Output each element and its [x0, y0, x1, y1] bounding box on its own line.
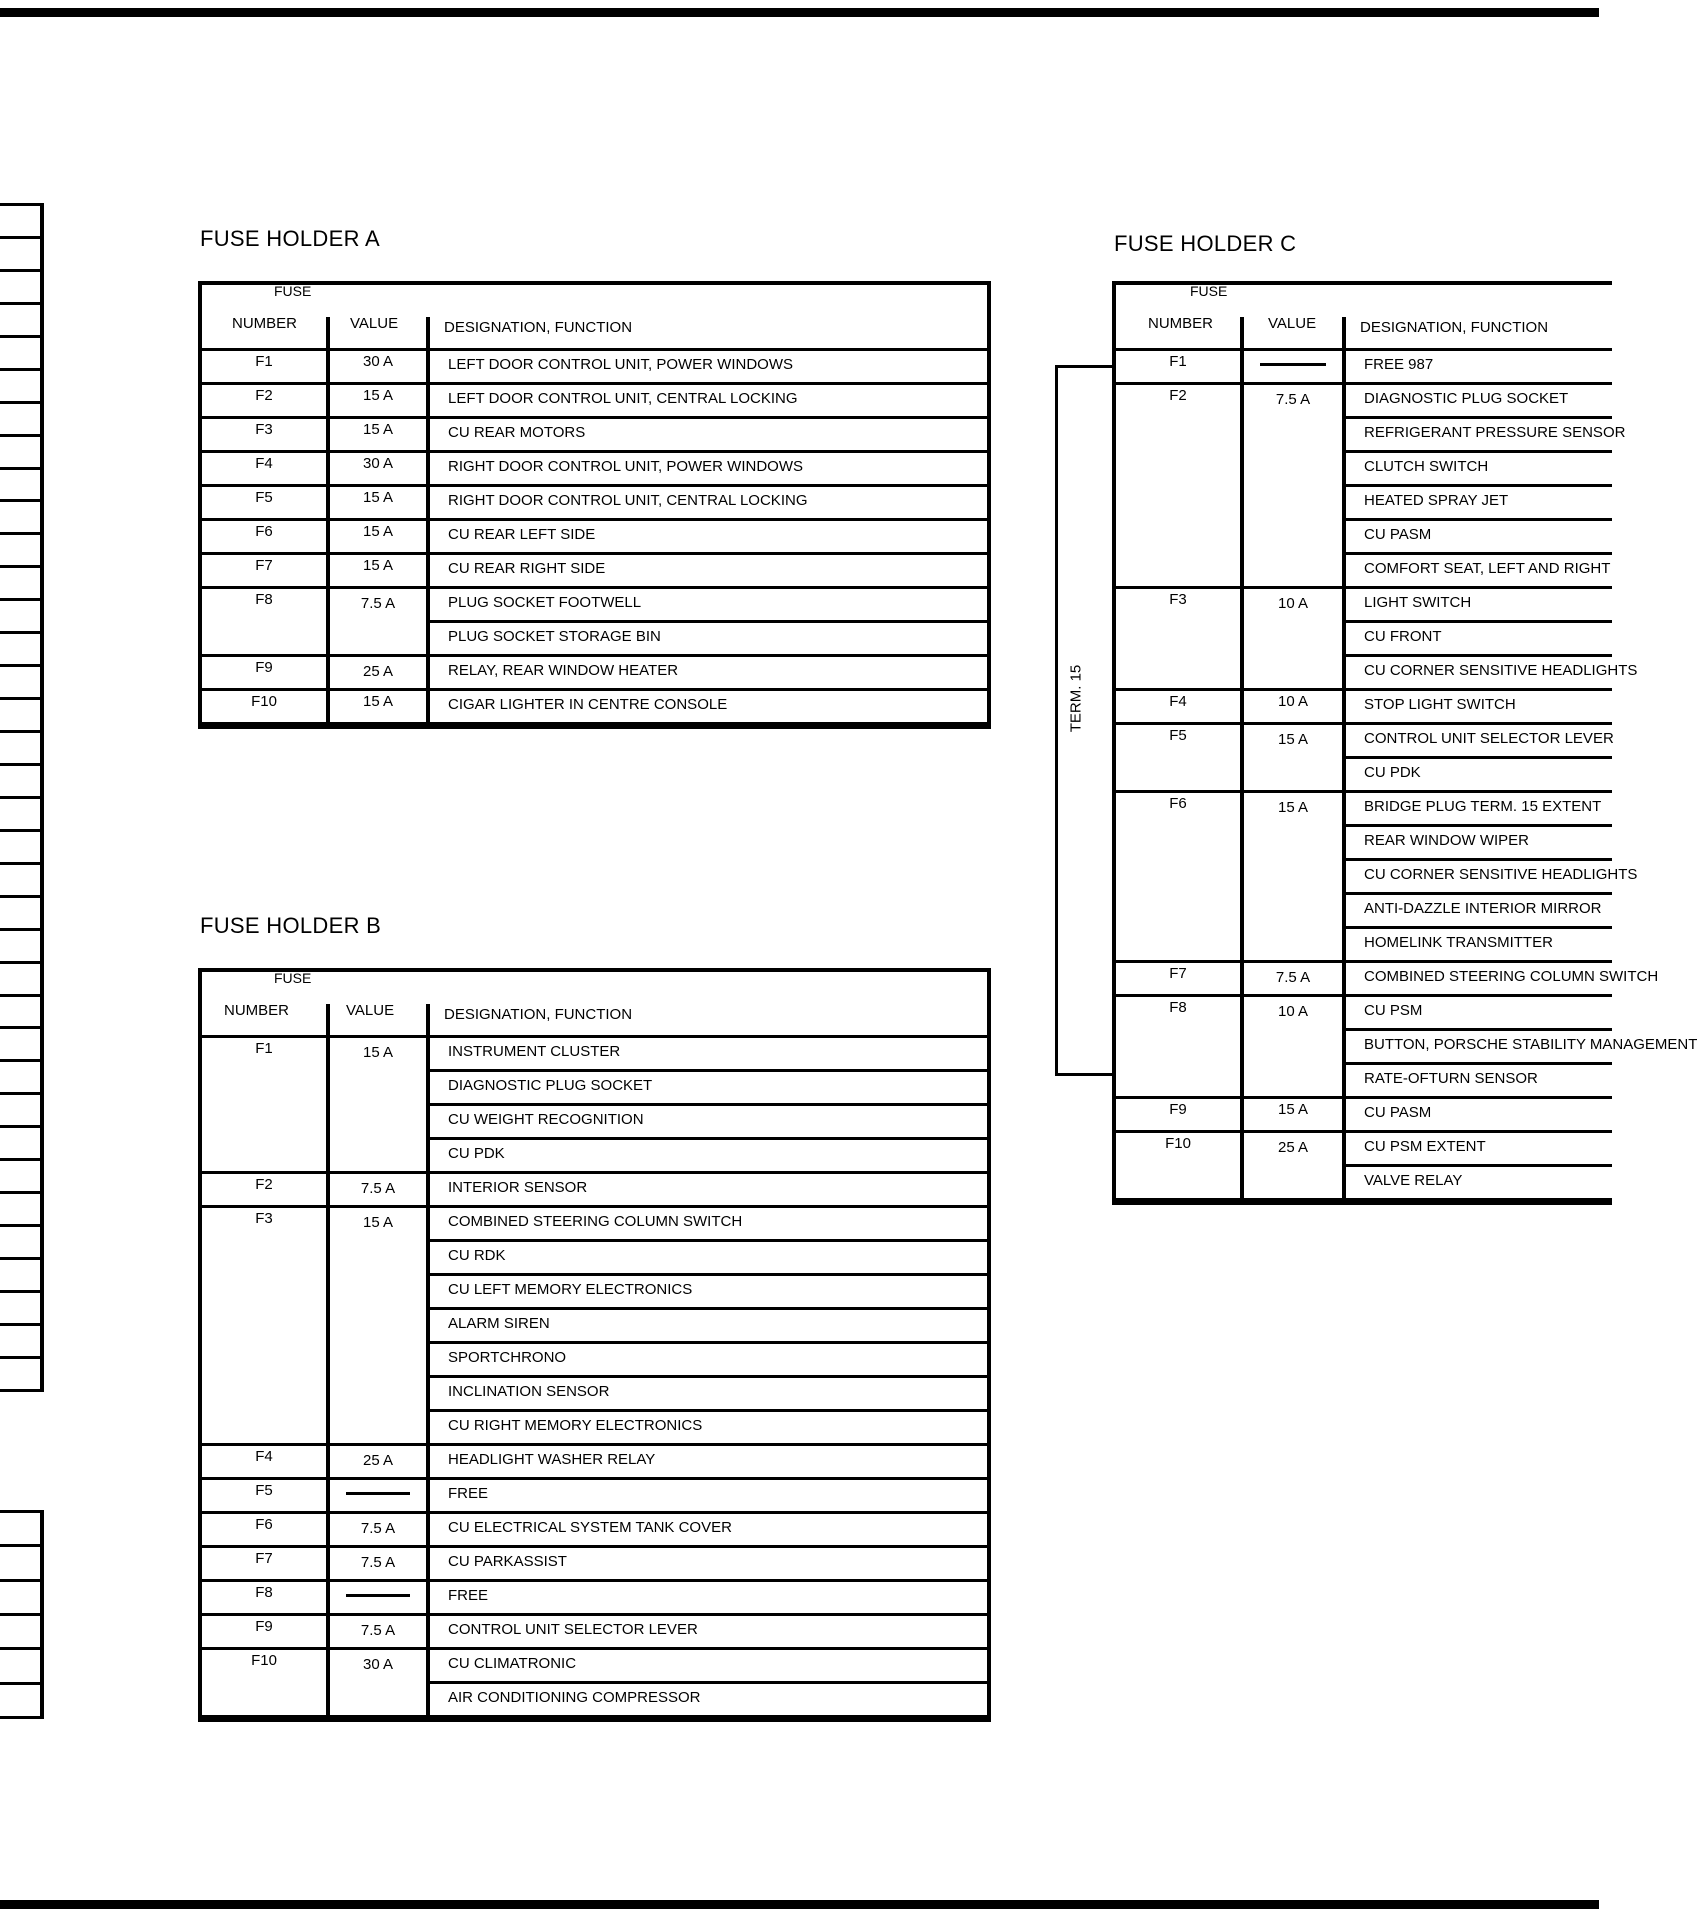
column-divider: [326, 385, 330, 419]
table-row: [202, 419, 987, 453]
fuse-value: 7.5 A: [1275, 391, 1311, 408]
header-divider: [426, 317, 430, 351]
designation-text: CU PASM: [1346, 521, 1612, 555]
designation-text: CU PARKASSIST: [448, 1553, 567, 1570]
designation-text: FREE: [448, 1485, 489, 1502]
fuse-value: 10 A: [1277, 1003, 1309, 1020]
designation-text: RELAY, REAR WINDOW HEATER: [448, 662, 679, 679]
header-divider: [1240, 317, 1244, 351]
designation-text: HOMELINK TRANSMITTER: [1364, 934, 1553, 951]
column-divider: [1342, 997, 1346, 1099]
designation-text: CU REAR MOTORS: [448, 424, 586, 441]
designation-text: PLUG SOCKET FOOTWELL: [430, 589, 987, 623]
designation-text: LIGHT SWITCH: [1346, 589, 1612, 623]
designation-text: CU PASM: [1364, 1104, 1432, 1121]
fuse-number: F4: [255, 1448, 273, 1465]
connector-slot: [0, 700, 40, 733]
fuse-value: 15 A: [362, 387, 394, 404]
connector-slot: [0, 1227, 40, 1260]
table-header: [1116, 285, 1612, 351]
column-divider: [426, 691, 430, 725]
connector-slot: [0, 1359, 40, 1392]
fuse-number: F5: [1169, 727, 1187, 744]
designation-text: RIGHT DOOR CONTROL UNIT, CENTRAL LOCKING: [448, 492, 808, 509]
header-fuse: FUSE: [274, 283, 312, 299]
table-row: [202, 1548, 987, 1582]
table-row: [202, 1174, 987, 1208]
designation-text: AIR CONDITIONING COMPRESSOR: [448, 1689, 701, 1706]
connector-slot: [0, 634, 40, 667]
column-divider: [326, 691, 330, 725]
fuse-number: F5: [255, 1482, 273, 1499]
fuse-value: 7.5 A: [360, 1554, 396, 1571]
term-15-label: TERM. 15: [1067, 664, 1085, 733]
designation-text: VALVE RELAY: [1364, 1172, 1463, 1189]
table-row: [202, 1208, 987, 1446]
fuse-value: 25 A: [362, 663, 394, 680]
designation-text: CU PDK: [1364, 764, 1421, 781]
fuse-holder-b-title: FUSE HOLDER B: [200, 913, 382, 938]
fuse-number: F5: [255, 489, 273, 506]
designation-text: CU ELECTRICAL SYSTEM TANK COVER: [448, 1519, 732, 1536]
column-divider: [426, 1514, 430, 1548]
header-value: VALUE: [346, 1002, 395, 1019]
fuse-number: F4: [255, 455, 273, 472]
table-row: [202, 521, 987, 555]
connector-slot: [0, 206, 40, 239]
fuse-value: 15 A: [1277, 799, 1309, 816]
fuse-value: 15 A: [1277, 731, 1309, 748]
column-divider: [426, 1650, 430, 1718]
header-designation: DESIGNATION, FUNCTION: [444, 319, 633, 336]
fuse-number: F7: [255, 1550, 273, 1567]
fuse-number: F10: [1165, 1135, 1191, 1152]
designation-text: CU REAR LEFT SIDE: [448, 526, 596, 543]
header-divider: [1342, 317, 1346, 351]
fuse-holder-c-title: FUSE HOLDER C: [1114, 231, 1297, 256]
table-row: [202, 1446, 987, 1480]
connector-slot: [0, 1029, 40, 1062]
connector-slot: [0, 898, 40, 931]
fuse-number: F1: [255, 1040, 273, 1057]
connector-slot: [0, 470, 40, 503]
table-row: [1116, 385, 1626, 589]
fuse-number: F2: [255, 387, 273, 404]
connector-slot: [0, 1194, 40, 1227]
fuse-number: F6: [1169, 795, 1187, 812]
designation-text: INSTRUMENT CLUSTER: [430, 1038, 987, 1072]
designation-text: CLUTCH SWITCH: [1346, 453, 1612, 487]
designation-text: REFRIGERANT PRESSURE SENSOR: [1346, 419, 1612, 453]
column-divider: [1342, 351, 1346, 385]
connector-slot: [0, 1260, 40, 1293]
column-divider: [326, 419, 330, 453]
left-connector-frame-upper: [0, 203, 44, 1392]
table-row: [202, 487, 987, 521]
fuse-value: 25 A: [362, 1452, 394, 1469]
table-row: [202, 691, 987, 725]
column-divider: [426, 1616, 430, 1650]
designation-text: CIGAR LIGHTER IN CENTRE CONSOLE: [448, 696, 728, 713]
column-divider: [326, 453, 330, 487]
column-divider: [326, 657, 330, 691]
connector-slot: [0, 1095, 40, 1128]
connector-slot: [0, 404, 40, 437]
fuse-number: F6: [255, 1516, 273, 1533]
designation-text: DIAGNOSTIC PLUG SOCKET: [1346, 385, 1612, 419]
column-divider: [426, 589, 430, 657]
fuse-number: F6: [255, 523, 273, 540]
designation-text: FREE: [448, 1587, 489, 1604]
column-divider: [426, 657, 430, 691]
header-divider: [426, 1004, 430, 1038]
connector-slot: [0, 1685, 40, 1719]
column-divider: [426, 1548, 430, 1582]
column-divider: [426, 487, 430, 521]
designation-text: CU WEIGHT RECOGNITION: [430, 1106, 987, 1140]
fuse-value: 15 A: [362, 523, 394, 540]
designation-text: CU RIGHT MEMORY ELECTRONICS: [448, 1417, 703, 1434]
table-header: [202, 972, 987, 1038]
column-divider: [1342, 963, 1346, 997]
column-divider: [326, 487, 330, 521]
empty-value-dash: [346, 1492, 410, 1495]
connector-slot: [0, 601, 40, 634]
designation-text: BUTTON, PORSCHE STABILITY MANAGEMENT: [1346, 1031, 1612, 1065]
column-divider: [326, 1446, 330, 1480]
column-divider: [326, 1480, 330, 1514]
column-divider: [426, 1038, 430, 1174]
designation-text: CU PSM: [1346, 997, 1612, 1031]
column-divider: [326, 1514, 330, 1548]
column-divider: [326, 351, 330, 385]
column-divider: [1240, 589, 1244, 691]
table-row: [202, 453, 987, 487]
connector-slot: [0, 1293, 40, 1326]
connector-slot: [0, 865, 40, 898]
connector-slot: [0, 239, 40, 272]
fuse-value: 7.5 A: [1275, 969, 1311, 986]
fuse-value: 7.5 A: [360, 1520, 396, 1537]
connector-slot: [0, 1616, 40, 1650]
designation-text: LEFT DOOR CONTROL UNIT, POWER WINDOWS: [448, 356, 794, 373]
connector-slot: [0, 964, 40, 997]
header-number: NUMBER: [232, 315, 298, 332]
header-designation: DESIGNATION, FUNCTION: [444, 1006, 633, 1023]
connector-slot: [0, 1513, 40, 1547]
column-divider: [426, 1480, 430, 1514]
fuse-number: F8: [255, 1584, 273, 1601]
connector-slot: [0, 437, 40, 470]
fuse-value: 7.5 A: [360, 1622, 396, 1639]
designation-text: REAR WINDOW WIPER: [1346, 827, 1612, 861]
empty-value-dash: [1260, 363, 1326, 366]
left-connector-frame-lower: [0, 1510, 44, 1719]
top-border: [0, 8, 1599, 17]
table-row: [1116, 963, 1659, 997]
designation-text: ANTI-DAZZLE INTERIOR MIRROR: [1346, 895, 1612, 929]
fuse-value: 15 A: [362, 557, 394, 574]
fuse-number: F3: [1169, 591, 1187, 608]
designation-text: COMBINED STEERING COLUMN SWITCH: [430, 1208, 987, 1242]
column-divider: [326, 1582, 330, 1616]
table-header: [202, 285, 987, 351]
column-divider: [1240, 997, 1244, 1099]
column-divider: [1342, 385, 1346, 589]
designation-text: CU REAR RIGHT SIDE: [448, 560, 606, 577]
connector-slot: [0, 1582, 40, 1616]
fuse-value: 15 A: [362, 693, 394, 710]
fuse-value: 15 A: [362, 1044, 394, 1061]
header-divider: [326, 1004, 330, 1038]
table-row: [202, 1650, 987, 1718]
designation-text: INCLINATION SENSOR: [430, 1378, 987, 1412]
fuse-value: 7.5 A: [360, 1180, 396, 1197]
table-row: [202, 1582, 987, 1616]
column-divider: [1240, 1099, 1244, 1133]
column-divider: [426, 1208, 430, 1446]
fuse-holder-a-title: FUSE HOLDER A: [200, 226, 380, 251]
header-designation: DESIGNATION, FUNCTION: [1360, 319, 1549, 336]
connector-slot: [0, 799, 40, 832]
header-number: NUMBER: [1148, 315, 1214, 332]
fuse-value: 10 A: [1277, 595, 1309, 612]
connector-slot: [0, 1128, 40, 1161]
designation-text: CU CORNER SENSITIVE HEADLIGHTS: [1346, 861, 1612, 895]
header-fuse: FUSE: [1190, 283, 1228, 299]
fuse-number: F4: [1169, 693, 1187, 710]
column-divider: [426, 555, 430, 589]
designation-text: PLUG SOCKET STORAGE BIN: [448, 628, 661, 645]
connector-slot: [0, 1161, 40, 1194]
table-row: [202, 1514, 987, 1548]
column-divider: [426, 453, 430, 487]
table-row: [202, 385, 987, 419]
column-divider: [326, 1174, 330, 1208]
designation-text: CU PDK: [448, 1145, 505, 1162]
designation-text: BRIDGE PLUG TERM. 15 EXTENT: [1346, 793, 1612, 827]
table-row: [202, 1616, 987, 1650]
fuse-value: 15 A: [362, 421, 394, 438]
table-row: [1116, 691, 1612, 725]
header-value: VALUE: [1268, 315, 1317, 332]
table-row: [1116, 351, 1612, 385]
fuse-number: F3: [255, 421, 273, 438]
header-value: VALUE: [350, 315, 399, 332]
column-divider: [1240, 385, 1244, 589]
column-divider: [426, 351, 430, 385]
column-divider: [1342, 691, 1346, 725]
column-divider: [1342, 1099, 1346, 1133]
fuse-number: F9: [255, 659, 273, 676]
connector-slot: [0, 535, 40, 568]
fuse-value: 30 A: [362, 455, 394, 472]
designation-text: CU FRONT: [1346, 623, 1612, 657]
designation-text: DIAGNOSTIC PLUG SOCKET: [430, 1072, 987, 1106]
empty-value-dash: [346, 1594, 410, 1597]
designation-text: CU RDK: [430, 1242, 987, 1276]
column-divider: [326, 589, 330, 657]
designation-text: INTERIOR SENSOR: [448, 1179, 588, 1196]
fuse-holder-c-table: [1112, 281, 1697, 1205]
header-divider: [326, 317, 330, 351]
column-divider: [1342, 793, 1346, 963]
table-row: [202, 589, 987, 657]
connector-slot: [0, 502, 40, 535]
designation-text: CU CLIMATRONIC: [430, 1650, 987, 1684]
column-divider: [1240, 691, 1244, 725]
fuse-value: 25 A: [1277, 1139, 1309, 1156]
fuse-value: 15 A: [362, 489, 394, 506]
bottom-border: [0, 1900, 1599, 1909]
connector-slot: [0, 1326, 40, 1359]
connector-slot: [0, 1547, 40, 1581]
connector-slot: [0, 1062, 40, 1095]
fuse-number: F7: [1169, 965, 1187, 982]
connector-slot: [0, 667, 40, 700]
designation-text: ALARM SIREN: [430, 1310, 987, 1344]
table-row: [202, 657, 987, 691]
designation-text: COMBINED STEERING COLUMN SWITCH: [1364, 968, 1659, 985]
column-divider: [326, 1038, 330, 1174]
connector-slot: [0, 997, 40, 1030]
designation-text: HEATED SPRAY JET: [1346, 487, 1612, 521]
column-divider: [326, 1208, 330, 1446]
column-divider: [1240, 725, 1244, 793]
connector-slot: [0, 305, 40, 338]
fuse-holder-b-table: [198, 968, 991, 1722]
fuse-number: F1: [255, 353, 273, 370]
table-row: [1116, 793, 1638, 963]
fuse-number: F7: [255, 557, 273, 574]
column-divider: [326, 521, 330, 555]
fuse-number: F9: [1169, 1101, 1187, 1118]
designation-text: RATE-OFTURN SENSOR: [1364, 1070, 1538, 1087]
column-divider: [1342, 1133, 1346, 1201]
fuse-number: F10: [251, 693, 277, 710]
column-divider: [326, 1548, 330, 1582]
column-divider: [1240, 963, 1244, 997]
fuse-value: 30 A: [362, 353, 394, 370]
table-row: [1116, 997, 1697, 1099]
connector-slot: [0, 371, 40, 404]
designation-text: LEFT DOOR CONTROL UNIT, CENTRAL LOCKING: [448, 390, 798, 407]
column-divider: [426, 385, 430, 419]
connector-slot: [0, 338, 40, 371]
table-row: [1116, 1099, 1612, 1133]
designation-text: CONTROL UNIT SELECTOR LEVER: [448, 1621, 698, 1638]
table-row: [202, 555, 987, 589]
connector-slot: [0, 568, 40, 601]
designation-text: CU LEFT MEMORY ELECTRONICS: [430, 1276, 987, 1310]
designation-text: RIGHT DOOR CONTROL UNIT, POWER WINDOWS: [448, 458, 803, 475]
fuse-number: F8: [1169, 999, 1187, 1016]
column-divider: [426, 419, 430, 453]
connector-slot: [0, 766, 40, 799]
column-divider: [426, 1446, 430, 1480]
fuse-number: F2: [255, 1176, 273, 1193]
designation-text: COMFORT SEAT, LEFT AND RIGHT: [1364, 560, 1611, 577]
fuse-value: 30 A: [362, 1656, 394, 1673]
column-divider: [326, 555, 330, 589]
designation-text: CU CORNER SENSITIVE HEADLIGHTS: [1364, 662, 1638, 679]
column-divider: [1240, 351, 1244, 385]
fuse-number: F9: [255, 1618, 273, 1635]
fuse-number: F8: [255, 591, 273, 608]
column-divider: [1342, 725, 1346, 793]
designation-text: STOP LIGHT SWITCH: [1364, 696, 1516, 713]
table-row: [1116, 725, 1612, 793]
connector-slot: [0, 272, 40, 305]
connector-slot: [0, 733, 40, 766]
fuse-value: 15 A: [1277, 1101, 1309, 1118]
designation-text: CONTROL UNIT SELECTOR LEVER: [1346, 725, 1612, 759]
column-divider: [426, 1582, 430, 1616]
connector-slot: [0, 832, 40, 865]
column-divider: [426, 521, 430, 555]
table-row: [202, 1038, 987, 1174]
table-row: [202, 351, 987, 385]
term-15-bracket: [1055, 365, 1115, 1076]
fuse-value: 7.5 A: [360, 595, 396, 612]
designation-text: SPORTCHRONO: [430, 1344, 987, 1378]
column-divider: [326, 1650, 330, 1718]
column-divider: [1342, 589, 1346, 691]
table-row: [202, 1480, 987, 1514]
header-number: NUMBER: [224, 1002, 290, 1019]
designation-text: FREE 987: [1364, 356, 1434, 373]
header-fuse: FUSE: [274, 970, 312, 986]
column-divider: [1240, 793, 1244, 963]
designation-text: HEADLIGHT WASHER RELAY: [448, 1451, 656, 1468]
connector-slot: [0, 1650, 40, 1684]
table-row: [1116, 1133, 1612, 1201]
column-divider: [426, 1174, 430, 1208]
designation-text: CU PSM EXTENT: [1346, 1133, 1612, 1167]
fuse-number: F1: [1169, 353, 1187, 370]
fuse-number: F3: [255, 1210, 273, 1227]
connector-slot: [0, 931, 40, 964]
fuse-value: 10 A: [1277, 693, 1309, 710]
column-divider: [1240, 1133, 1244, 1201]
fuse-value: 15 A: [362, 1214, 394, 1231]
fuse-holder-a-table: [198, 281, 991, 729]
fuse-number: F10: [251, 1652, 277, 1669]
table-row: [1116, 589, 1638, 691]
column-divider: [326, 1616, 330, 1650]
fuse-number: F2: [1169, 387, 1187, 404]
